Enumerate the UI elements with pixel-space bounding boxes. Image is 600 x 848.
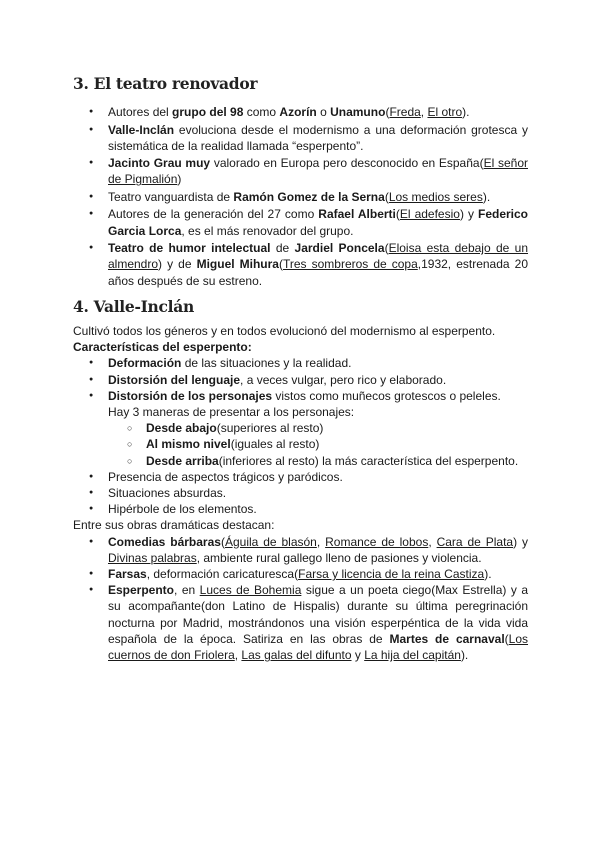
section-4-intro: Cultivó todos los géneros y en todos evolucionó del modernismo al esperpento. — [73, 324, 496, 338]
work-link[interactable]: Eloisa esta debajo de un almendro — [108, 241, 529, 272]
work-link[interactable]: Los cuernos de don Friolera — [108, 631, 529, 663]
work-link[interactable]: Tres sombreros de copa — [282, 257, 418, 272]
list-item: ● Farsas, deformación caricaturesca(Farsa y licencia de la reina Castiza). — [89, 566, 528, 582]
works-list — [73, 534, 528, 664]
section-3-list — [89, 104, 528, 290]
work-link[interactable]: Cara de Plata — [436, 534, 514, 549]
list-item: ● Teatro de humor intelectual de Jardiel Poncela(Eloisa esta debajo de un almendro) y de Miguel Mihura(Tres sombreros de copa,1932, estrenada 20 años después de su estreno. — [89, 240, 528, 289]
work-link[interactable]: Divinas palabras — [108, 550, 197, 565]
list-item: ● Distorsión del lenguaje, a veces vulgar, pero rico y elaborado. — [89, 372, 528, 388]
work-link[interactable]: Freda — [389, 105, 421, 119]
section-4-heading: 4. Valle-Inclán — [73, 297, 194, 316]
list-item: ○ Desde arriba(inferiores al resto) la más característica del esperpento. — [127, 453, 528, 469]
work-link[interactable]: Águila de blasón — [224, 534, 317, 549]
work-link[interactable]: Las galas del difunto — [241, 648, 352, 663]
list-item: ○ Al mismo nivel(iguales al resto) — [127, 436, 528, 452]
section-4-body — [73, 323, 528, 663]
work-link[interactable]: Romance de lobos — [325, 534, 429, 549]
list-item: ○ Desde abajo(superiores al resto) — [127, 420, 528, 436]
work-link[interactable]: El señor de Pigmalión — [108, 156, 528, 187]
work-link[interactable]: Luces de Bohemia — [199, 583, 302, 598]
features-list — [73, 355, 528, 517]
list-item: ● Distorsión de los personajes vistos como muñecos grotescos o peleles. Hay 3 maneras de presentar a los personajes: ○ Desde abajo(superiores al resto) ○ Al mismo nivel(iguales al resto) ○ Desde arriba(inferiores al resto) la más característica del esperpento. — [89, 388, 528, 469]
work-link[interactable]: El adefesio — [399, 207, 460, 222]
list-item: ● Comedias bárbaras(Águila de blasón, Romance de lobos, Cara de Plata) y Divinas palabras, ambiente rural gallego lleno de pasiones y violencia. — [89, 534, 528, 566]
section-3-heading: 3. El teatro renovador — [73, 74, 258, 93]
list-item: ● Hipérbole de los elementos. — [89, 501, 528, 517]
list-item: ● Valle-Inclán evoluciona desde el modernismo a una deformación grotesca y sistemática de la realidad llamada “esperpento”. — [89, 122, 528, 154]
work-link[interactable]: La hija del capitán — [364, 648, 461, 663]
list-item: ● Situaciones absurdas. — [89, 485, 528, 501]
work-link[interactable]: Farsa y licencia de la reina Castiza — [298, 567, 485, 582]
list-item: ● Teatro vanguardista de Ramón Gomez de la Serna(Los medios seres). — [89, 189, 528, 205]
list-item: ● Esperpento, en Luces de Bohemia sigue a un poeta ciego(Max Estrella) y a su acompañante(don Latino de Hispalis) durante su última peregrinación nocturna por Madrid, mostrándonos una visión esperpéntica de la vida vida española de la época. Satiriza en las obras de Martes de carnaval(Los cuernos de don Friolera, Las galas del difunto y La hija del capitán). — [89, 582, 528, 663]
work-link[interactable]: El otro — [427, 105, 463, 119]
ways-list — [108, 420, 528, 469]
list-item: ● Jacinto Grau muy valorado en Europa pero desconocido en España(El señor de Pigmalión) — [89, 155, 528, 187]
works-intro: Entre sus obras dramáticas destacan: — [73, 518, 275, 533]
list-item: ● Autores de la generación del 27 como Rafael Alberti(El adefesio) y Federico Garcia Lorca, es el más renovador del grupo. — [89, 206, 528, 238]
list-item: ● Deformación de las situaciones y la realidad. — [89, 355, 528, 371]
ways-intro: Hay 3 maneras de presentar a los personajes: — [108, 405, 355, 420]
work-link[interactable]: Los medios seres — [388, 189, 483, 204]
list-item: ● Autores del grupo del 98 como Azorín o Unamuno(Freda, El otro). — [89, 104, 528, 120]
list-item: ● Presencia de aspectos trágicos y paródicos. — [89, 469, 528, 485]
features-heading: Características del esperpento: — [73, 340, 252, 355]
